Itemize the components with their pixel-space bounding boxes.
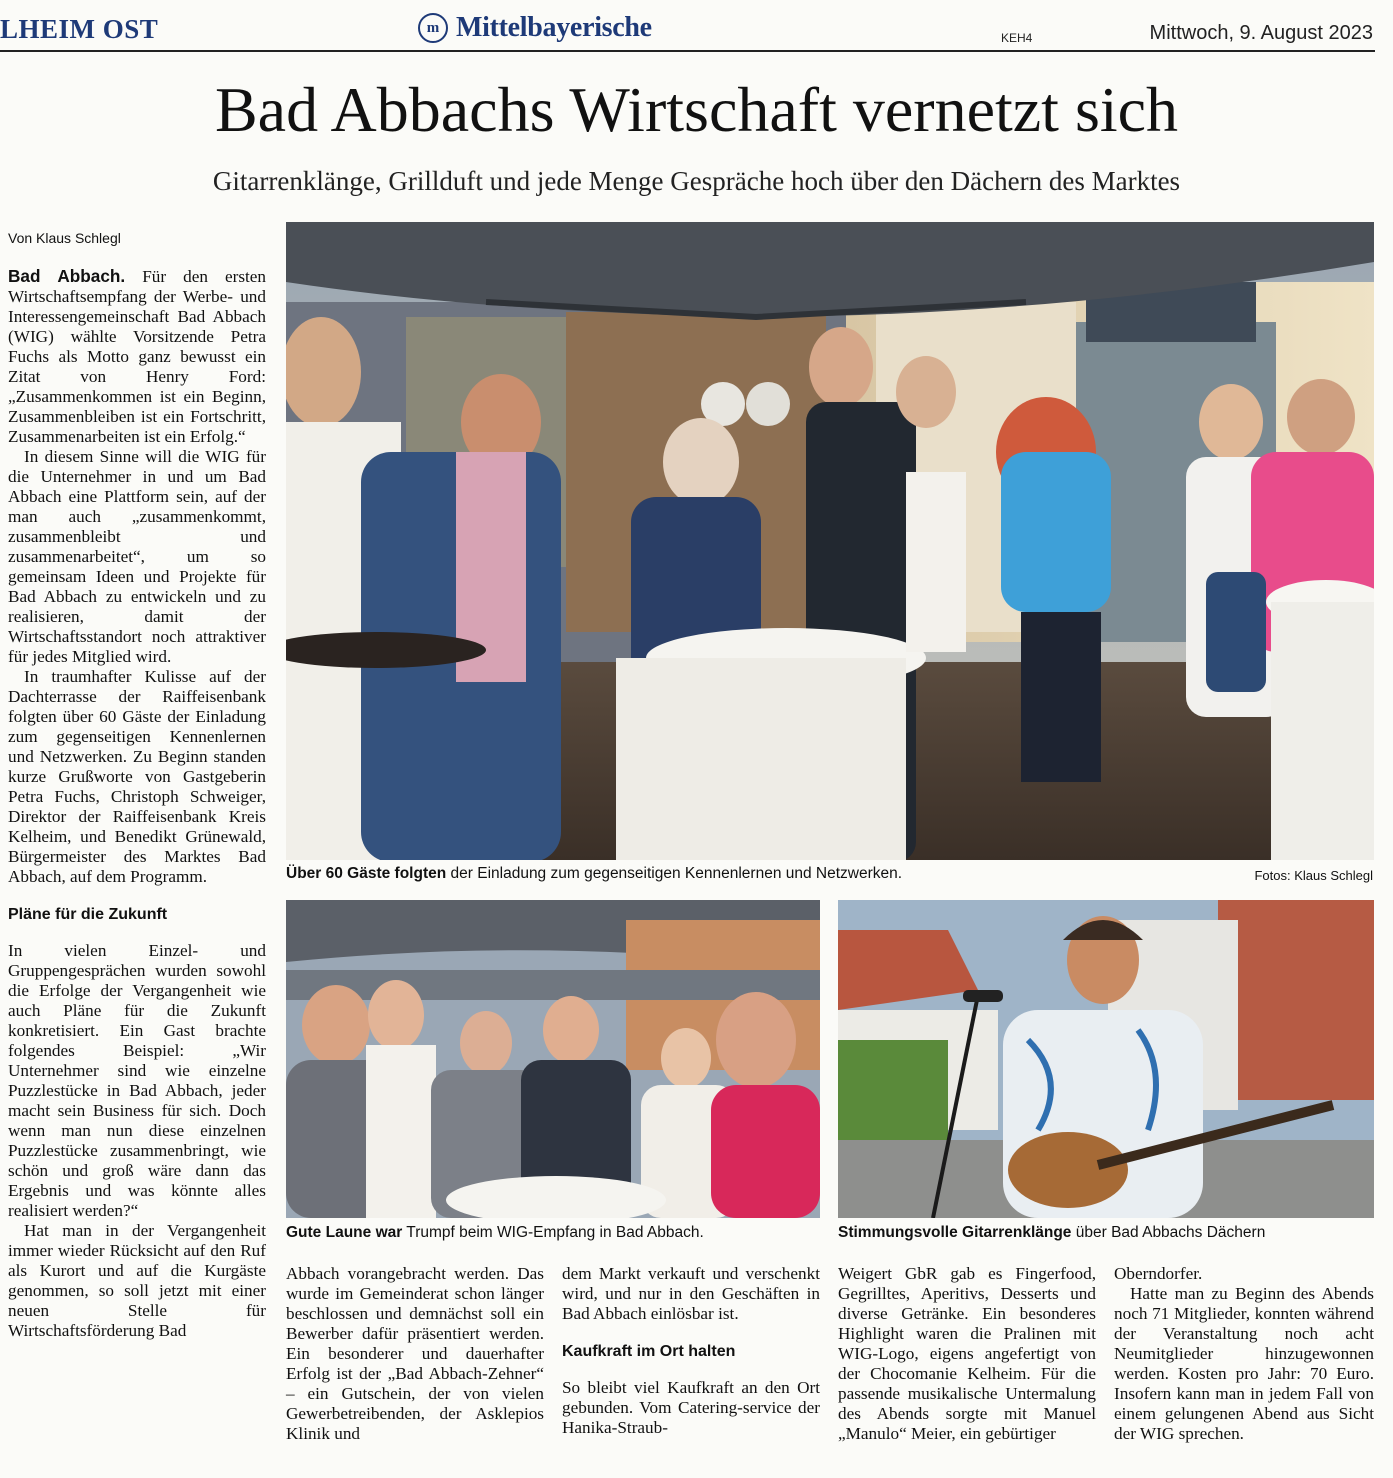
header-rule [0, 50, 1375, 52]
article-column-2 [286, 1264, 544, 1444]
issue-date: Mittwoch, 9. August 2023 [1149, 22, 1373, 44]
guests-photo-caption: Gute Laune war Trumpf beim WIG-Empfang in Bad Abbach. [286, 1224, 704, 1241]
paragraph: Oberndorfer. [1114, 1264, 1203, 1283]
section-title: LHEIM OST [0, 14, 159, 44]
article-column-1 [8, 266, 266, 1341]
paragraph: Hat man in der Vergangenheit immer wieder Rücksicht auf den Ruf als Kurort und auf die Kurgäste genommen, so soll jetzt mit einer neuen Stelle für Wirtschaftsförderung Bad [8, 1221, 266, 1340]
main-photo [286, 222, 1374, 860]
paragraph: Hatte man zu Beginn des Abends noch 71 Mitglieder, konnten während der Veranstaltung noch acht Neumitglieder hinzugewonnen werden. Kosten pro Jahr: 70 Euro. Insofern kann man in jedem Fall von einem gelungenen Abend aus Sicht der WIG sprechen. [1114, 1284, 1374, 1443]
paragraph: Weigert GbR gab es Fingerfood, Gegrilltes, Aperitivs, Desserts und diverse Getränke. Ein besonderes Highlight waren die Pralinen mit WIG-Logo, eigens angefertigt von der Chocomanie Kelheim. Für die passende musikalische Untermalung des Abends sorgte mit Manuel „Manulo“ Meier, ein gebürtiger [838, 1264, 1096, 1443]
dateline: Bad Abbach. [8, 266, 126, 286]
article-column-3 [562, 1264, 820, 1438]
paragraph: Abbach vorangebracht werden. Das wurde im Gemeinderat schon länger beschlossen und demnächst soll ein Bewerber dafür präsentiert werden. Ein besonderer und dauerhafter Erfolg ist der „Bad Abbach-Zehner“ – ein Gutschein, der von vielen Gewerbetreibenden, der Asklepios Klinik und [286, 1264, 544, 1443]
newspaper-logo [418, 12, 652, 44]
photo-credit: Fotos: Klaus Schlegl [1254, 868, 1373, 883]
subheading: Pläne für die Zukunft [8, 906, 168, 923]
guests-photo [286, 900, 820, 1218]
main-photo-caption: Über 60 Gäste folgten der Einladung zum gegenseitigen Kennenlernen und Netzwerken. [286, 865, 903, 882]
logo-mark-icon: m [418, 13, 448, 43]
logo-name: Mittelbayerische [456, 12, 652, 43]
byline: Von Klaus Schlegl [8, 230, 121, 246]
edition-code: KEH4 [1001, 31, 1033, 45]
paragraph: In vielen Einzel- und Gruppengesprächen wurden sowohl die Erfolge der Vergangenheit wie auch Pläne für die Zukunft konkretisiert. Ein Gast brachte folgendes Beispiel: „Wir Unternehmer sind wie einzelne Puzzlestücke in Bad Abbach, jeder macht sein Business für sich. Doch wenn man nun diese einzelnen Puzzlestücke zusammenbringt, wie schön und groß wäre dann das Ergebnis und was könnte alles realisiert werden?“ [8, 941, 266, 1220]
article-column-4 [838, 1264, 1096, 1444]
paragraph: In traumhafter Kulisse auf der Dachterrasse der Raiffeisenbank folgten über 60 Gäste der Einladung zum gegenseitigen Kennenlernen und Netzwerken. Zu Beginn standen kurze Grußworte von Gastgeberin Petra Fuchs, Christoph Schweiger, Direktor der Raiffeisenbank Kreis Kelheim, und Benedikt Grünewald, Bürgermeister des Marktes Bad Abbach, auf dem Programm. [8, 667, 266, 886]
guitarist-photo [838, 900, 1374, 1218]
paragraph: So bleibt viel Kaufkraft an den Ort gebunden. Vom Catering-service der Hanika-Straub- [562, 1378, 820, 1437]
subheadline: Gitarrenklänge, Grillduft und jede Menge Gespräche hoch über den Dächern des Marktes [212, 166, 1181, 196]
article-column-5 [1114, 1264, 1374, 1444]
paragraph: dem Markt verkauft und verschenkt wird, und nur in den Geschäften in Bad Abbach einlösbar ist. [562, 1264, 820, 1323]
paragraph: In diesem Sinne will die WIG für die Unternehmer in und um Bad Abbach eine Plattform sein, auf der man auch „zusammenkommt, zusammenbleibt und zusammenarbeitet“, um so gemeinsam Ideen und Projekte für Bad Abbach zu entwickeln und zu realisieren, damit der Wirtschaftsstandort noch attraktiver für jedes Mitglied wird. [8, 447, 266, 666]
subheading: Kaufkraft im Ort halten [562, 1343, 736, 1360]
paragraph: Bad Abbach. Für den ersten Wirtschaftsempfang der Werbe- und Interessengemeinschaft Bad Abbach (WIG) wählte Vorsitzende Petra Fuchs als Motto ganz bewusst ein Zitat von Henry Ford: „Zusammenkommen ist ein Beginn, Zusammenbleiben ist ein Fortschritt, Zusammenarbeiten ist ein Erfolg.“ [8, 266, 267, 446]
headline: Bad Abbachs Wirtschaft vernetzt sich [214, 74, 1179, 145]
guitarist-photo-caption: Stimmungsvolle Gitarrenklänge über Bad Abbachs Dächern [838, 1224, 1266, 1241]
